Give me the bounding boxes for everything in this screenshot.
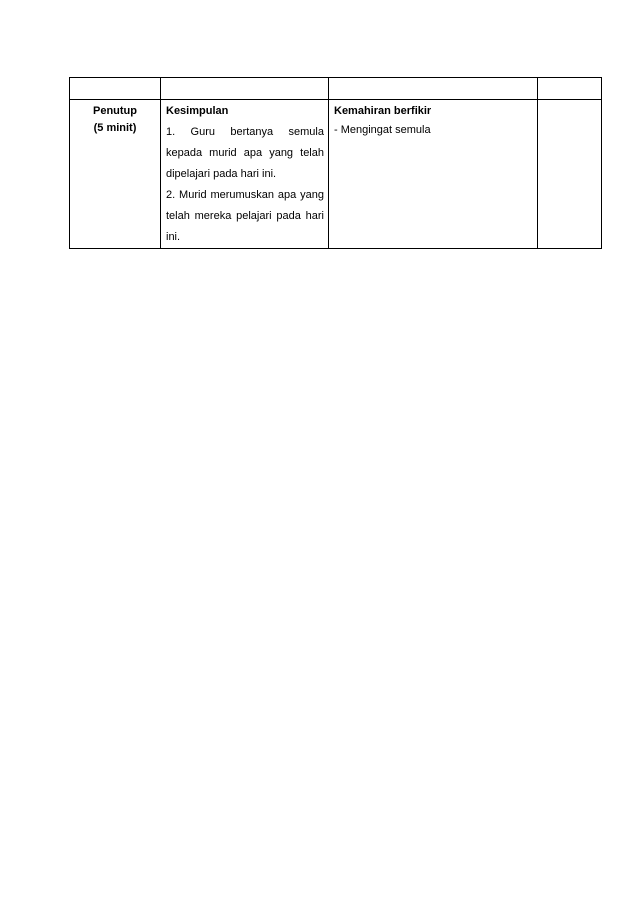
header-cell-notes xyxy=(538,78,602,100)
skill-item: - Mengingat semula xyxy=(334,124,431,136)
phase-title: Penutup xyxy=(93,105,137,117)
skills-heading: Kemahiran berfikir xyxy=(334,105,432,117)
header-cell-phase xyxy=(70,78,161,100)
header-cell-content xyxy=(161,78,329,100)
phase-duration: (5 minit) xyxy=(93,122,137,134)
content-step: 1. Guru bertanya semula kepada murid apa yang telah dipelajari pada hari ini. xyxy=(166,126,324,180)
content-step: 2. Murid merumuskan apa yang telah mereka pelajari pada hari ini. xyxy=(166,189,324,243)
table-row xyxy=(70,100,602,249)
skills-cell xyxy=(329,100,538,249)
table-header-row xyxy=(70,78,602,100)
header-cell-skills xyxy=(329,78,538,100)
lesson-plan-table xyxy=(69,77,602,249)
phase-cell xyxy=(70,100,161,249)
notes-cell xyxy=(538,100,602,249)
content-heading: Kesimpulan xyxy=(166,105,229,117)
content-cell xyxy=(161,100,329,249)
